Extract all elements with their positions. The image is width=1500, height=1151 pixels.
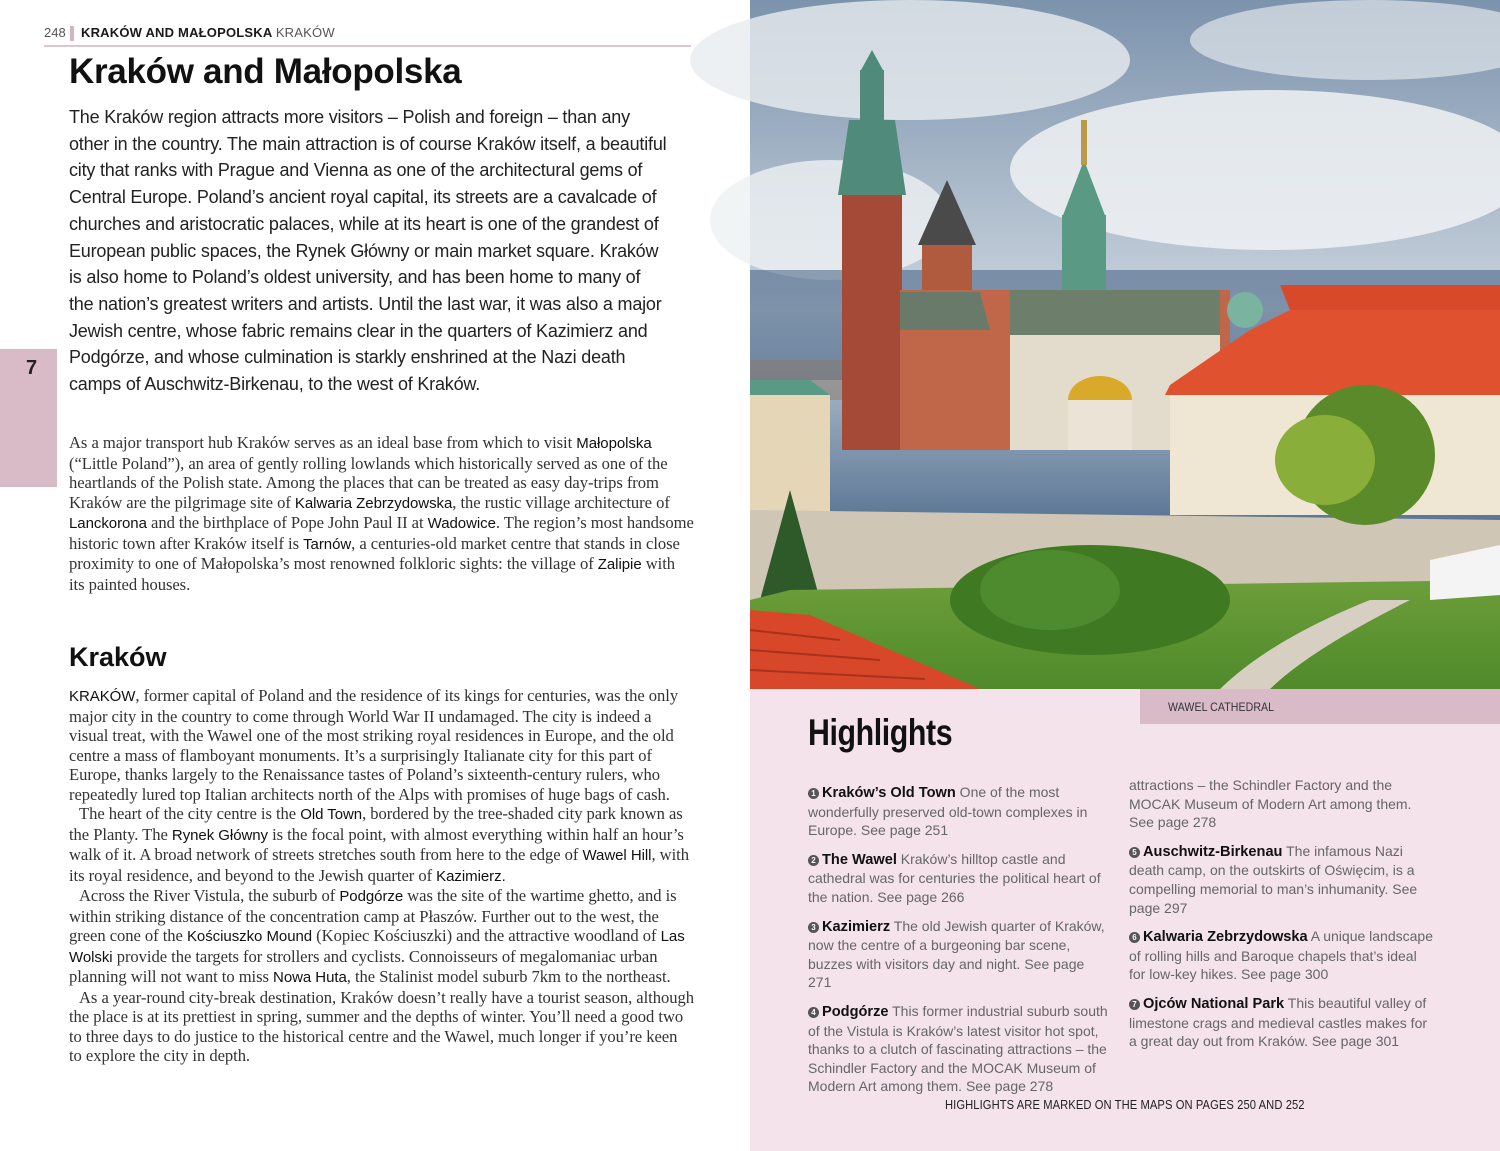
highlight-name: Ojców National Park bbox=[1143, 995, 1285, 1012]
place-name: Kazimierz. bbox=[436, 867, 506, 885]
highlights-column-2 bbox=[1129, 777, 1434, 1061]
highlights-title: Highlights bbox=[808, 712, 953, 753]
highlight-text: This beautiful valley of limestone crags and medieval castles makes for a great day out from Kraków. See page 301 bbox=[1129, 994, 1428, 1050]
place-name: Małopolska bbox=[576, 435, 652, 452]
place-name: Kalwaria Zebrzydowska bbox=[294, 494, 453, 512]
page-title: Kraków and Małopolska bbox=[69, 52, 462, 91]
number-circle-icon: 6 bbox=[1129, 932, 1140, 943]
highlight-item bbox=[1129, 994, 1434, 1051]
highlight-text: A unique landscape of rolling hills and Baroque chapels that’s ideal for low-key hikes. See page 300 bbox=[1129, 928, 1433, 983]
place-name: KRAKÓW bbox=[69, 688, 136, 705]
highlights-column-1 bbox=[808, 783, 1108, 1095]
highlight-text: The old Jewish quarter of Kraków, now the centre of a burgeoning bar scene, buzzes with visitors day and night. See page 271 bbox=[808, 917, 1105, 991]
place-name: Wawel Hill bbox=[582, 847, 652, 864]
body-paragraph: The heart of the city centre is the Old Town, bordered by the tree-shaded city park known as the Planty. The Rynek Główny is the focal point, with almost everything within half an hour’s walk of it. A broad network of streets stretches south from here to the edge of Wawel Hill, with its royal residence, and beyond to the Jewish quarter of Kazimierz. bbox=[69, 804, 689, 885]
highlight-item-continued bbox=[1129, 776, 1434, 832]
place-name: Las Wolski bbox=[69, 928, 685, 966]
place-name: Kościuszko Mound bbox=[186, 928, 313, 945]
number-circle-icon: 5 bbox=[1129, 847, 1140, 858]
place-name: Tarnów bbox=[303, 535, 352, 553]
chapter-tab bbox=[0, 349, 57, 487]
number-circle-icon: 3 bbox=[808, 922, 819, 933]
highlight-text: The infamous Nazi death camp, on the outskirts of Oświęcim, is a compelling memorial to man’s inhumanity. See page 297 bbox=[1129, 842, 1418, 916]
highlight-name: Kazimierz bbox=[822, 918, 891, 935]
body-paragraph: As a year-round city-break destination, Kraków doesn’t really have a tourist season, although the place is at its prettiest in spring, summer and the depths of winter. You’ll need a good two to three days to do justice to the historical centre and the Wawel, much longer if you’re keen to explore the city in depth. bbox=[69, 987, 694, 1065]
highlight-name: Podgórze bbox=[822, 1003, 889, 1020]
number-circle-icon: 1 bbox=[808, 788, 819, 799]
place-name: Old Town bbox=[300, 806, 363, 823]
highlight-text: Kraków’s hilltop castle and cathedral was for centuries the political heart of the nation. See page 266 bbox=[808, 850, 1101, 905]
photo-caption-box bbox=[1140, 689, 1500, 724]
region-paragraph: As a major transport hub Kraków serves as an ideal base from which to visit Małopolska (“Little Poland”), an area of gently rolling lowlands which historically served as one of the heartlands of the Polish state. Among the places that can be treated as easy day-trips from Kraków are the pilgrimage site of Kalwaria Zebrzydowska, the rustic village architecture of Lanckorona and the birthplace of Pope John Paul II at Wadowice. The region’s most handsome historic town after Kraków itself is Tarnów, a centuries-old market centre that stands in close proximity to one of Małopolska’s most renowned folkloric sights: the village of Zalipie with its painted houses. bbox=[69, 433, 694, 594]
highlight-item bbox=[808, 917, 1108, 992]
running-head bbox=[44, 25, 691, 47]
place-name: Rynek Główny bbox=[171, 826, 269, 844]
highlight-item bbox=[1129, 927, 1434, 984]
place-name: Zalipie bbox=[597, 556, 642, 573]
body-paragraph: Across the River Vistula, the suburb of Podgórze was the site of the wartime ghetto, and is within striking distance of the concentration camp at Płaszów. Further out to the west, the green cone of the Kościuszko Mound (Kopiec Kościuszki) and the attractive woodland of Las Wolski provide the targets for strollers and cyclists. Connoisseurs of megalomaniac urban planning will not want to miss Nowa Huta, the Stalinist model suburb 7km to the northeast. bbox=[69, 886, 685, 986]
intro-paragraph: The Kraków region attracts more visitors – Polish and foreign – than any other in the country. The main attraction is of course Kraków itself, a beautiful city that ranks with Prague and Vienna as one of the architectural gems of Central Europe. Poland’s ancient royal capital, its streets are a cavalcade of churches and aristocratic palaces, while at its heart is one of the grandest of European public spaces, the Rynek Główny or main market square. Kraków is also home to Poland’s oldest university, and has been home to many of the nation’s greatest writers and artists. Until the last war, it was also a major Jewish centre, whose fabric remains clear in the quarters of Kazimierz and Podgórze, and whose culmination is starkly enshrined at the Nazi death camps of Auschwitz-Birkenau, to the west of Kraków. bbox=[69, 107, 667, 395]
right-page bbox=[750, 0, 1500, 1151]
page-number: 248 bbox=[44, 25, 66, 40]
place-name: Wadowice bbox=[427, 515, 496, 532]
highlight-name: Kraków’s Old Town bbox=[822, 785, 956, 801]
running-head-section-title: KRAKÓW AND MAŁOPOLSKA bbox=[81, 25, 272, 40]
highlight-item bbox=[808, 1002, 1108, 1095]
highlight-name: Kalwaria Zebrzydowska bbox=[1143, 929, 1308, 946]
photo-illustration bbox=[750, 0, 1500, 689]
number-circle-icon: 4 bbox=[808, 1007, 819, 1018]
highlight-name: Auschwitz-Birkenau bbox=[1143, 843, 1283, 860]
chapter-number: 7 bbox=[26, 357, 38, 379]
highlight-text: This former industrial suburb south of the Vistula is Kraków’s latest visitor hot spot, thanks to a clutch of fascinating attractions – the Schindler Factory and the MOCAK Museum of Modern Art among them. See page 278 bbox=[808, 1002, 1108, 1095]
place-name: Podgórze bbox=[339, 888, 404, 905]
krakow-body bbox=[69, 686, 694, 1066]
place-name: Lanckorona bbox=[69, 515, 147, 532]
place-name: Nowa Huta bbox=[273, 969, 347, 986]
running-head-subsection: KRAKÓW bbox=[275, 25, 335, 40]
body-paragraph: KRAKÓW, former capital of Poland and the residence of its kings for centuries, was the only major city in the country to come through World War II undamaged. The city is indeed a visual treat, with the Wawel one of the most striking royal residences in Europe, and the old centre a mass of flamboyant monuments. It’s a surprisingly Italianate city for this part of Europe, thanks largely to the Renaissance tastes of Poland’s sixteenth-century rulers, who repeatedly lured top Italian architects north of the Alps with promises of huge bags of cash. bbox=[69, 686, 679, 804]
running-head-section bbox=[81, 25, 335, 41]
highlight-item bbox=[808, 850, 1108, 907]
highlight-item bbox=[1129, 842, 1434, 917]
section-title-krakow: Kraków bbox=[69, 642, 167, 672]
highlights-footer-note: HIGHLIGHTS ARE MARKED ON THE MAPS ON PAGES 250 AND 252 bbox=[945, 1097, 1305, 1112]
number-circle-icon: 2 bbox=[808, 855, 819, 866]
wawel-cathedral-photo bbox=[750, 0, 1500, 689]
highlight-text-continued: attractions – the Schindler Factory and the MOCAK Museum of Modern Art among them. See page 278 bbox=[1129, 777, 1412, 831]
highlight-name: The Wawel bbox=[822, 851, 897, 868]
photo-caption: WAWEL CATHEDRAL bbox=[1168, 700, 1275, 714]
number-circle-icon: 7 bbox=[1129, 999, 1140, 1010]
highlight-item bbox=[808, 783, 1108, 840]
highlight-text: One of the most wonderfully preserved old-town complexes in Europe. See page 251 bbox=[808, 784, 1088, 839]
running-head-marker bbox=[70, 26, 74, 41]
